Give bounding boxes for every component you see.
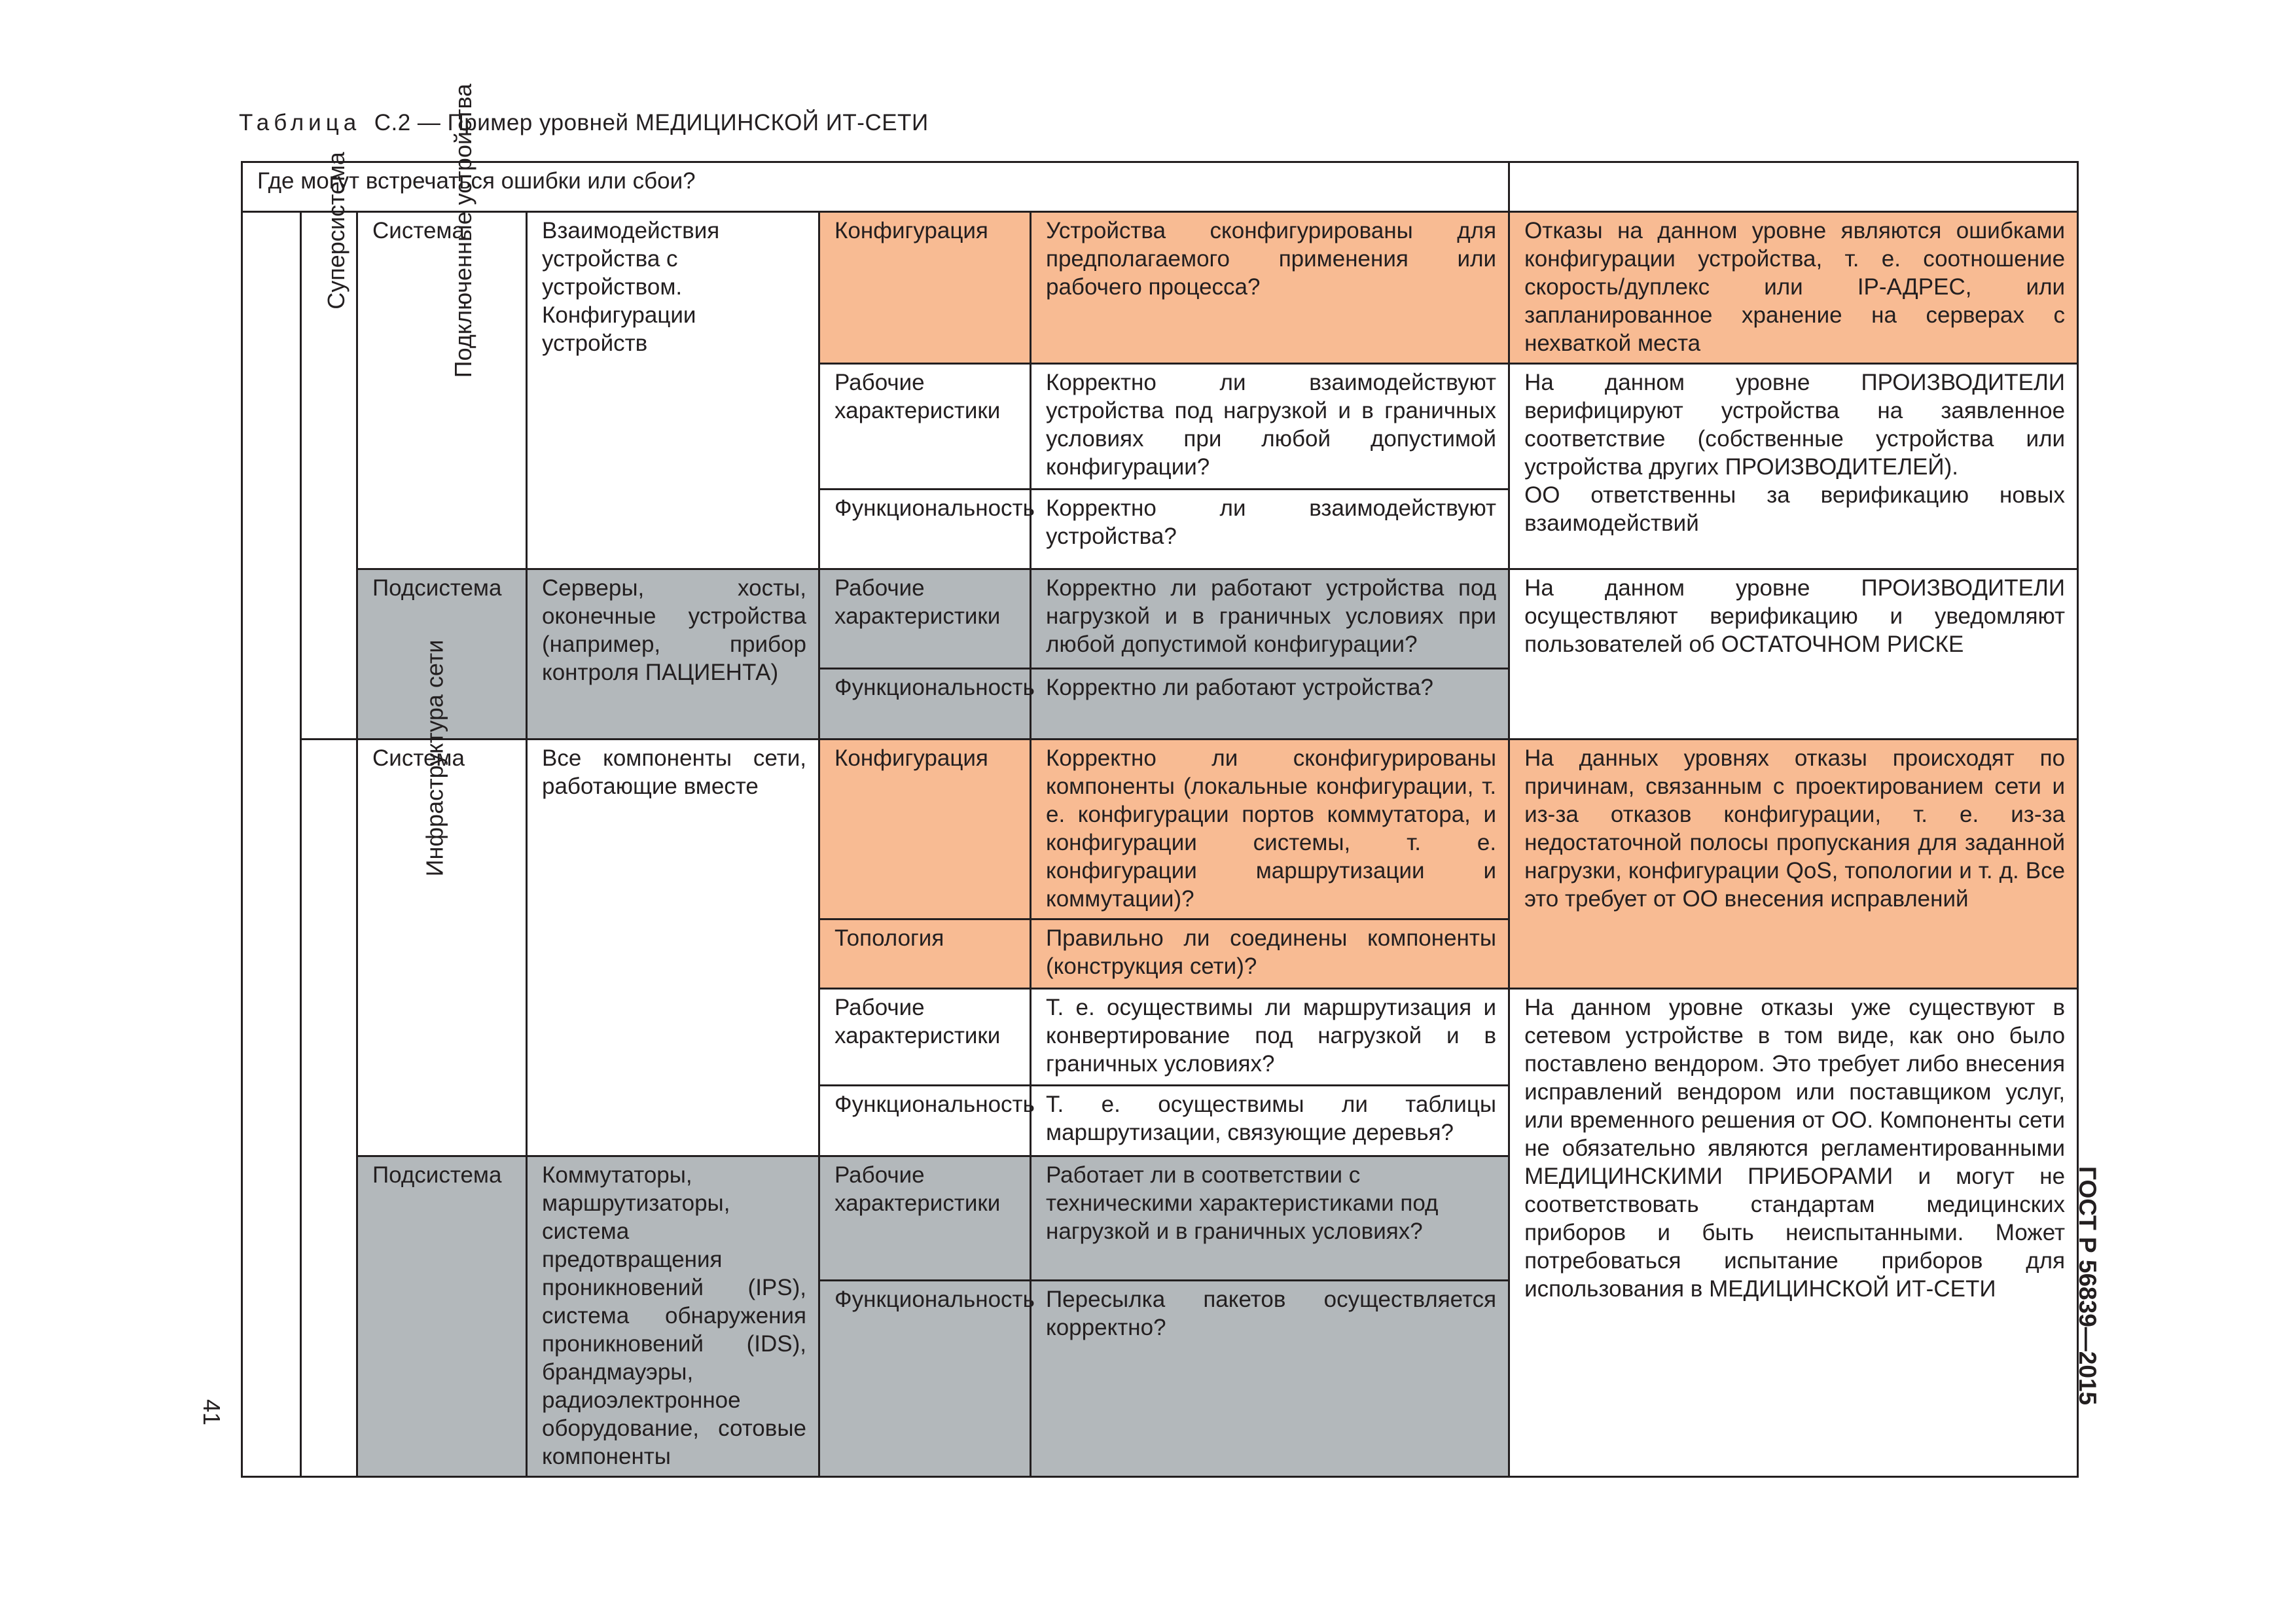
- question-cell: Устройства сконфигурированы для предполагаемого применения или рабочего процесса?: [1031, 212, 1509, 364]
- question-cell: Корректно ли сконфигурированы компоненты (локальные конфигурации, т. е. конфигурации портов коммутатора, и конфигурации системы, т. е. конфигурации маршрутизации и коммутации)?: [1031, 740, 1509, 919]
- question-cell: Работает ли в соответствии с техническими характеристиками под нагрузкой и в граничных условиях?: [1031, 1156, 1509, 1281]
- page-number: 41: [198, 1399, 225, 1426]
- devices-subsystem-description: Серверы, хосты, оконечные устройства (например, прибор контроля ПАЦИЕНТА): [527, 569, 819, 740]
- aspect-functionality: Функциональность: [819, 1086, 1031, 1156]
- infrastructure-system-description: Все компоненты сети, работающие вместе: [527, 740, 819, 1156]
- level-system-infrastructure: Система: [357, 740, 527, 1156]
- aspect-performance: Рабочие характеристики: [819, 569, 1031, 669]
- caption-text: С.2 — Пример уровней МЕДИЦИНСКОЙ ИТ-СЕТИ: [374, 110, 929, 135]
- aspect-topology: Топология: [819, 919, 1031, 989]
- responsibility-cell: На данном уровне отказы уже существуют в сетевом устройстве в том виде, как оно было поставлено вендором. Это требует либо внесения исправлений вендором или поставщиком услуг, или временного решения от ОО. Компоненты сети не обязательно являются регламентированными МЕДИЦИНСКИМИ ПРИБОРАМИ и могут не соответствовать стандартам медицинских приборов и быть неиспытанными. Может потребоваться испытание приборов для использования в МЕДИЦИНСКОЙ ИТ-СЕТИ: [1509, 989, 2078, 1477]
- responsibility-paragraph: ОО ответственны за верификацию новых взаимодействий: [1524, 482, 2066, 536]
- responsibility-cell: На данных уровнях отказы происходят по причинам, связанным с проектированием сети и из-за отказов конфигурации, т. е. из-за недостаточной полосы пропускания для заданной нагрузки, конфигурации QoS, топологии и т. д. Все это требует от ОО внесения исправлений: [1509, 740, 2078, 989]
- question-cell: Т. е. осуществимы ли маршрутизация и конвертирование под нагрузкой и в граничных условиях?: [1031, 989, 1509, 1086]
- aspect-performance: Рабочие характеристики: [819, 989, 1031, 1086]
- infrastructure-group-label: Инфраструктура сети: [421, 639, 448, 877]
- aspect-functionality: Функциональность: [819, 490, 1031, 569]
- supersystem-label: Суперсистема: [322, 152, 350, 310]
- responsibility-cell: [1509, 364, 2078, 569]
- standard-number: ГОСТ Р 56839—2015: [2074, 1166, 2101, 1406]
- aspect-config: Конфигурация: [819, 740, 1031, 919]
- aspect-functionality: Функциональность: [819, 1281, 1031, 1477]
- responsibility-cell: На данном уровне ПРОИЗВОДИТЕЛИ осуществляют верификацию и уведомляют пользователей об ОСТАТОЧНОМ РИСКЕ: [1509, 569, 2078, 740]
- caption-label: Таблица: [239, 110, 361, 135]
- level-system-devices: Система: [357, 212, 527, 569]
- aspect-performance: Рабочие характеристики: [819, 1156, 1031, 1281]
- question-cell: Корректно ли взаимодействуют устройства?: [1031, 490, 1509, 569]
- header-empty-cell: [1509, 162, 2078, 212]
- question-cell: Корректно ли работают устройства под нагрузкой и в граничных условиях при любой допустимой конфигурации?: [1031, 569, 1509, 669]
- question-cell: Корректно ли работают устройства?: [1031, 669, 1509, 740]
- supersystem-cell: [242, 152, 350, 1477]
- devices-system-description: Взаимодействия устройства с устройством. Конфигурации устройств: [527, 212, 819, 569]
- devices-group-label: Подключенные устройства: [450, 83, 477, 378]
- question-cell: Т. е. осуществимы ли таблицы маршрутизации, связующие деревья?: [1031, 1086, 1509, 1156]
- aspect-functionality: Функциональность: [819, 669, 1031, 740]
- aspect-performance: Рабочие характеристики: [819, 364, 1031, 490]
- level-subsystem-devices: Подсистема: [357, 569, 527, 740]
- level-subsystem-infrastructure: Подсистема: [357, 1156, 527, 1477]
- responsibility-paragraph: На данном уровне ПРОИЗВОДИТЕЛИ верифицируют устройства на заявленное соответствие (собственные устройства или устройства других ПРОИЗВОДИТЕЛЕЙ).: [1524, 370, 2066, 480]
- responsibility-cell: Отказы на данном уровне являются ошибками конфигурации устройства, т. е. соотношение скорость/дуплекс или IP-АДРЕС, или запланированное хранение на серверах с нехваткой места: [1509, 212, 2078, 364]
- infrastructure-subsystem-description: Коммутаторы, маршрутизаторы, система предотвращения проникновений (IPS), система обнаружения проникновений (IDS), брандмауэры, радиоэлектронное оборудование, сотовые компоненты: [527, 1156, 819, 1477]
- table-caption: [239, 110, 929, 136]
- header-question: Где могут встречаться ошибки или сбои?: [242, 162, 1509, 212]
- aspect-config: Конфигурация: [819, 212, 1031, 364]
- question-cell: Правильно ли соединены компоненты (конструкция сети)?: [1031, 919, 1509, 989]
- question-cell: Корректно ли взаимодействуют устройства под нагрузкой и в граничных условиях при любой допустимой конфигурации?: [1031, 364, 1509, 490]
- question-cell: Пересылка пакетов осуществляется корректно?: [1031, 1281, 1509, 1477]
